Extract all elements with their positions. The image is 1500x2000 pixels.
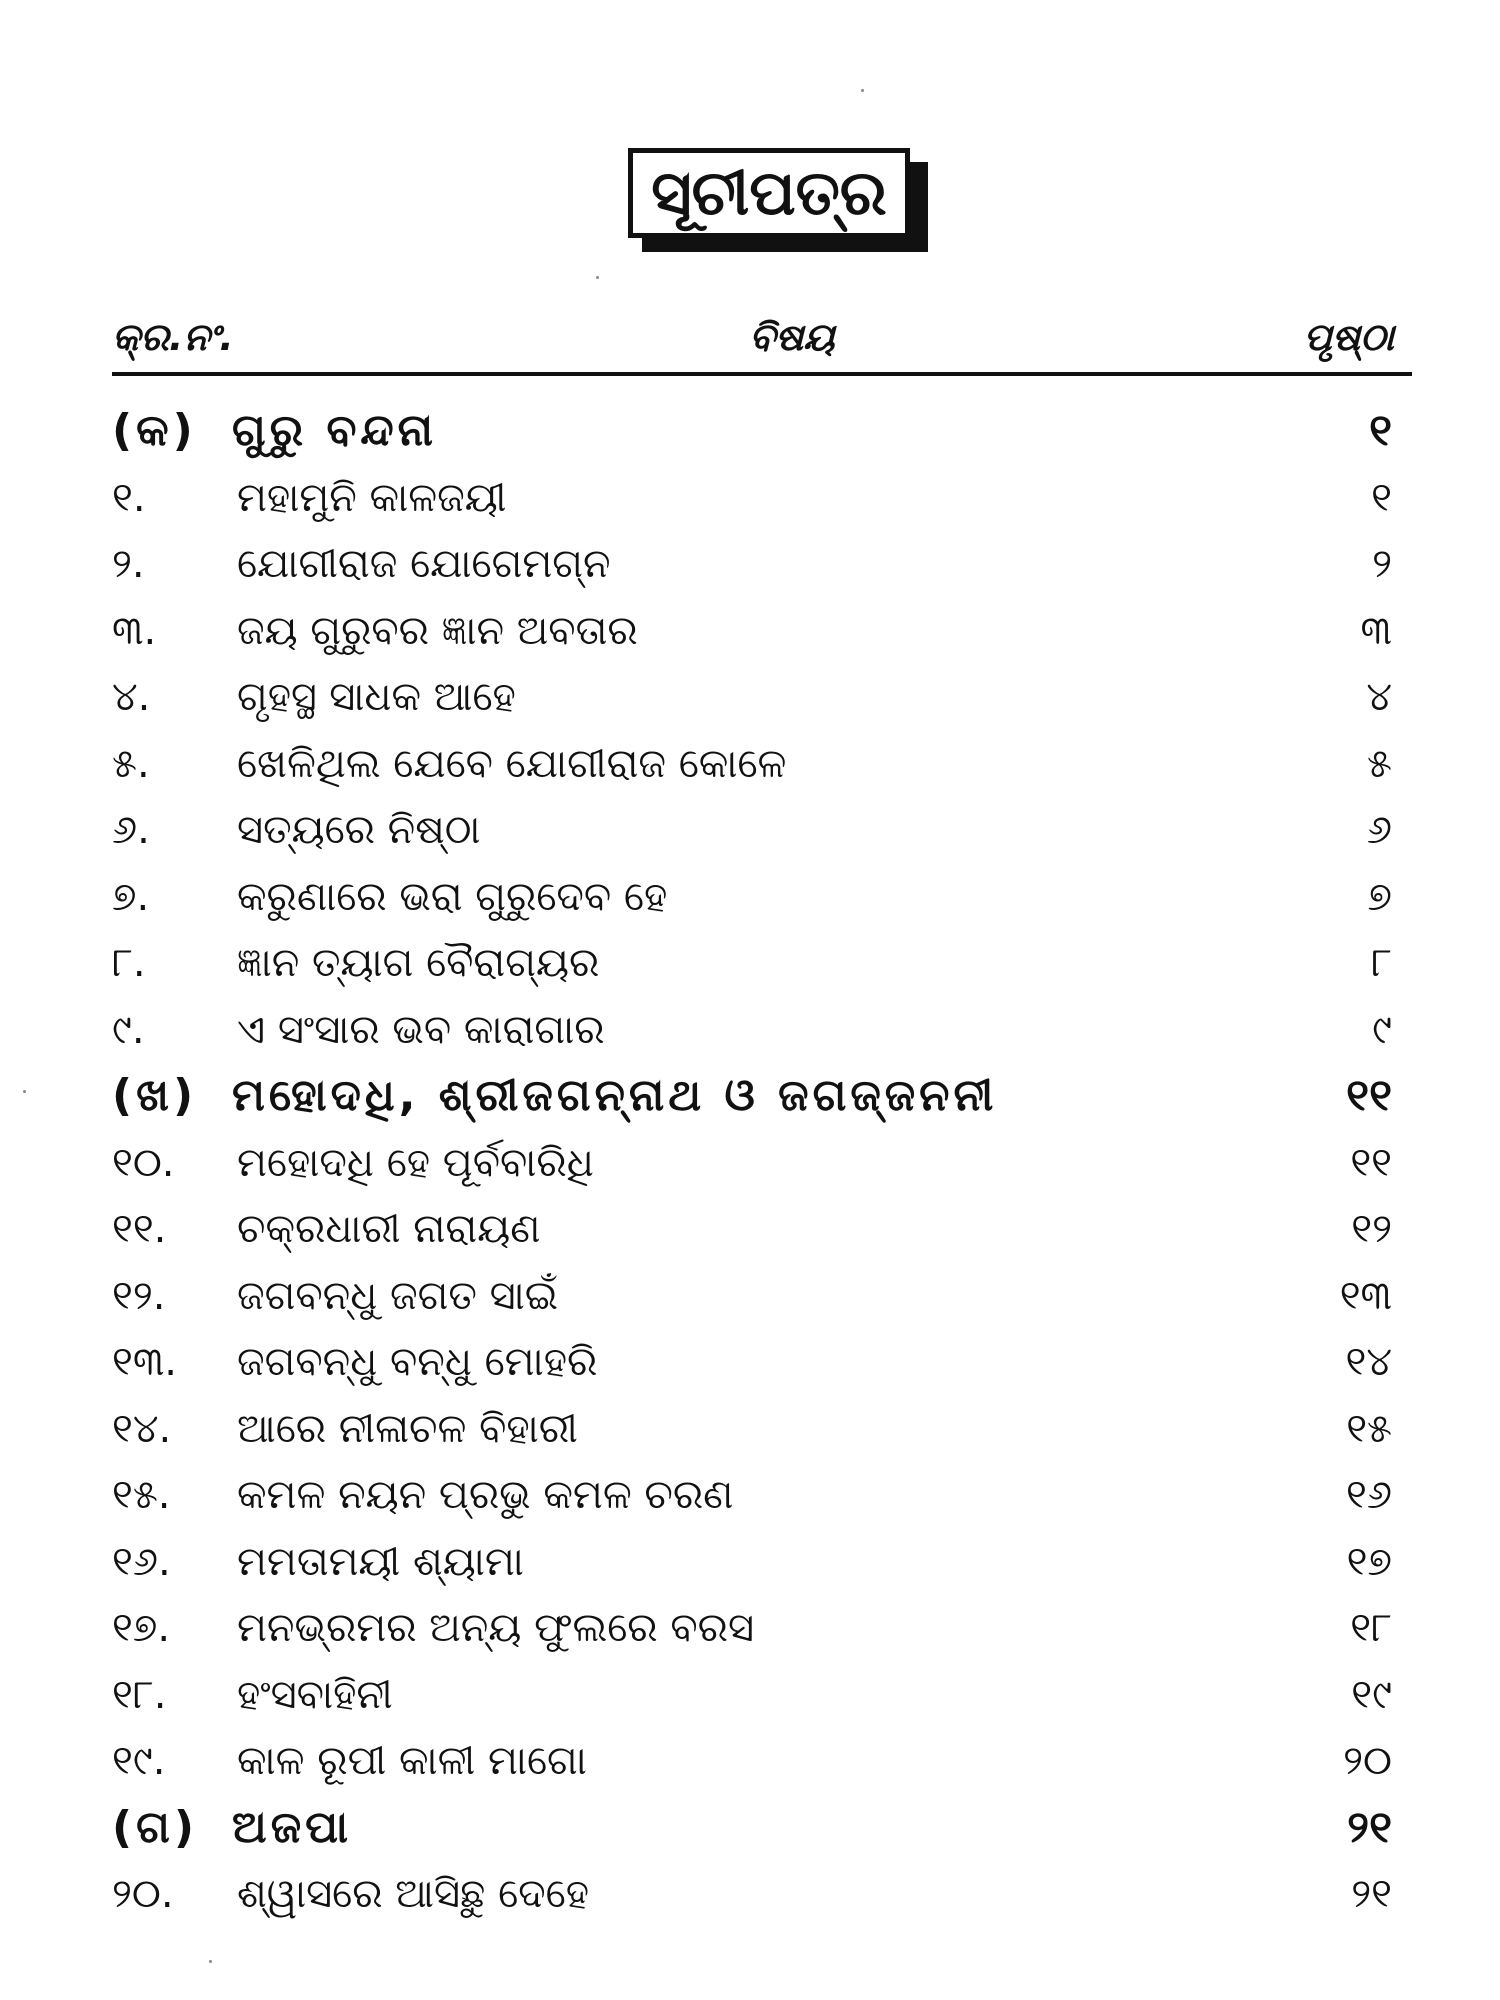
entry-number: ୧. — [112, 474, 146, 521]
list-item — [112, 797, 1392, 864]
list-item — [112, 1130, 1392, 1197]
paper-speck — [23, 1090, 26, 1093]
entry-page: ୨୧ — [1351, 1871, 1392, 1917]
header-page: ପୃଷ୍ଠା — [1303, 315, 1394, 359]
entry-number: (କ) — [112, 405, 197, 456]
entry-number: ୩. — [112, 607, 157, 654]
entry-number: ୧୫. — [112, 1472, 171, 1518]
entry-title: ଜ୍ଞାନ ତ୍ୟାଗ ବୈରାଗ୍ୟର — [237, 940, 600, 986]
entry-page: ୧୮ — [1350, 1605, 1392, 1651]
entry-number: (ଗ) — [112, 1801, 199, 1853]
entry-title: କାଳ ରୂପୀ କାଳୀ ମାଗୋ — [237, 1738, 587, 1784]
list-item — [112, 1396, 1392, 1463]
entry-number: ୧୪. — [112, 1405, 172, 1452]
entry-title: ଖେଳିଥିଲ ଯେବେ ଯୋଗୀରାଜ କୋଳେ — [237, 740, 787, 787]
entry-number: ୧୯. — [112, 1738, 166, 1784]
entry-title: ଜଗବନ୍ଧୁ ଜଗତ ସାଇଁ — [237, 1272, 559, 1319]
entry-title: ଜୟ ଗୁରୁବର ଜ୍ଞାନ ଅବତାର — [237, 607, 638, 654]
header-subject: ବିଷୟ — [749, 315, 835, 359]
list-item — [112, 465, 1392, 532]
header-serial: କ୍ର.ନଂ. — [112, 315, 234, 359]
entry-number: ୧୬. — [112, 1538, 171, 1585]
entry-page: ୪ — [1366, 674, 1392, 720]
entry-title: ଏ ସଂସାର ଭବ କାରାଗାର — [237, 1006, 605, 1053]
entry-title: ଶ୍ୱାସରେ ଆସିଛୁ ଦେହେ — [237, 1871, 590, 1917]
entry-page: ୧୧ — [1350, 1139, 1392, 1186]
entry-page: ୬ — [1366, 807, 1392, 853]
list-item — [112, 1595, 1392, 1662]
list-item — [112, 1462, 1392, 1529]
list-item — [112, 864, 1392, 931]
entry-page: ୫ — [1367, 740, 1392, 787]
entry-title: ଗୃହସ୍ଥ ସାଧକ ଆହେ — [237, 674, 516, 720]
column-header-row — [112, 315, 1412, 370]
entry-number: ୫. — [112, 740, 150, 787]
entry-page: ୧୫ — [1346, 1405, 1392, 1452]
section-heading-row — [112, 1795, 1392, 1862]
table-of-contents — [112, 398, 1392, 1928]
entry-page: ୧୧ — [1346, 1070, 1392, 1121]
entry-page: ୨୦ — [1343, 1738, 1392, 1784]
page-title: ସୂଚୀପତ୍ର — [628, 148, 910, 238]
entry-title: କମଳ ନୟନ ପ୍ରଭୁ କମଳ ଚରଣ — [237, 1472, 734, 1518]
entry-number: ୧୧. — [112, 1206, 167, 1252]
list-item — [112, 930, 1392, 997]
entry-number: ୧୮. — [112, 1671, 167, 1718]
entry-number: ୧୭. — [112, 1605, 171, 1651]
entry-title: ଯୋଗୀରାଜ ଯୋଗେମଗ୍ନ — [237, 541, 611, 587]
entry-page: ୧୨ — [1351, 1206, 1392, 1252]
list-item — [112, 664, 1392, 731]
header-divider — [112, 372, 1412, 376]
list-item — [112, 1329, 1392, 1396]
entry-title: ଚକ୍ରଧାରୀ ନାରାୟଣ — [237, 1206, 541, 1252]
list-item — [112, 1196, 1392, 1263]
entry-number: ୧୨. — [112, 1272, 166, 1319]
list-item — [112, 1728, 1392, 1795]
entry-page: ୯ — [1372, 1006, 1392, 1053]
entry-page: ୧୩ — [1339, 1272, 1392, 1319]
entry-number: (ଖ) — [112, 1070, 198, 1121]
section-heading-row — [112, 1063, 1392, 1130]
entry-number: ୭. — [112, 873, 150, 920]
entry-page: ୩ — [1360, 607, 1392, 654]
entry-number: ୧୦. — [112, 1139, 175, 1186]
list-item — [112, 731, 1392, 798]
entry-title: ମନଭ୍ରମର ଅନ୍ୟ ଫୁଲରେ ବରସ — [237, 1605, 755, 1651]
entry-number: ୧୩. — [112, 1339, 177, 1385]
entry-number: ୨. — [112, 541, 145, 587]
entry-page: ୧୪ — [1345, 1339, 1392, 1385]
list-item — [112, 1861, 1392, 1928]
list-item — [112, 1263, 1392, 1330]
entry-page: ୨ — [1372, 541, 1392, 587]
list-item — [112, 997, 1392, 1064]
paper-speck — [596, 276, 599, 279]
entry-title: କରୁଣାରେ ଭରା ଗୁରୁଦେବ ହେ — [237, 873, 668, 920]
list-item — [112, 531, 1392, 598]
paper-speck — [861, 89, 864, 92]
entry-title: ମମତାମୟୀ ଶ୍ୟାମା — [237, 1538, 524, 1585]
entry-number: ୪. — [112, 674, 151, 720]
section-heading-row — [112, 398, 1392, 465]
entry-title: ଗୁରୁ ବନ୍ଦନା — [232, 405, 438, 456]
entry-number: ୮. — [112, 940, 146, 986]
entry-page: ୧୬ — [1346, 1472, 1392, 1518]
list-item — [112, 1529, 1392, 1596]
entry-number: ୨୦. — [112, 1871, 174, 1917]
entry-title: ମହାମୁନି କାଳଜୟୀ — [237, 474, 507, 521]
list-item — [112, 598, 1392, 665]
paper-speck — [209, 1960, 212, 1963]
entry-page: ୮ — [1371, 940, 1392, 986]
entry-page: ୧୭ — [1346, 1538, 1392, 1585]
entry-title: ଆରେ ନୀଳାଚଳ ବିହାରୀ — [237, 1405, 578, 1452]
entry-page: ୧ — [1369, 405, 1392, 456]
entry-page: ୧୯ — [1351, 1671, 1392, 1718]
entry-title: ଜଗବନ୍ଧୁ ବନ୍ଧୁ ମୋହରି — [237, 1339, 598, 1385]
list-item — [112, 1662, 1392, 1729]
entry-page: ୭ — [1367, 873, 1392, 920]
entry-title: ସତ୍ୟରେ ନିଷ୍ଠା — [237, 807, 481, 853]
entry-title: ଅଜପା — [232, 1801, 353, 1853]
entry-title: ମହୋଦଧି ହେ ପୂର୍ବବାରିଧି — [237, 1139, 594, 1186]
entry-number: ୯. — [112, 1006, 145, 1053]
entry-number: ୬. — [112, 807, 150, 853]
title-frame — [628, 148, 914, 238]
entry-page: ୨୧ — [1347, 1801, 1392, 1853]
entry-page: ୧ — [1371, 474, 1392, 521]
entry-title: ହଂସବାହିନୀ — [237, 1671, 393, 1718]
entry-title: ମହୋଦଧି, ଶ୍ରୀଜଗନ୍ନାଥ ଓ ଜଗଜ୍ଜନନୀ — [232, 1070, 998, 1121]
